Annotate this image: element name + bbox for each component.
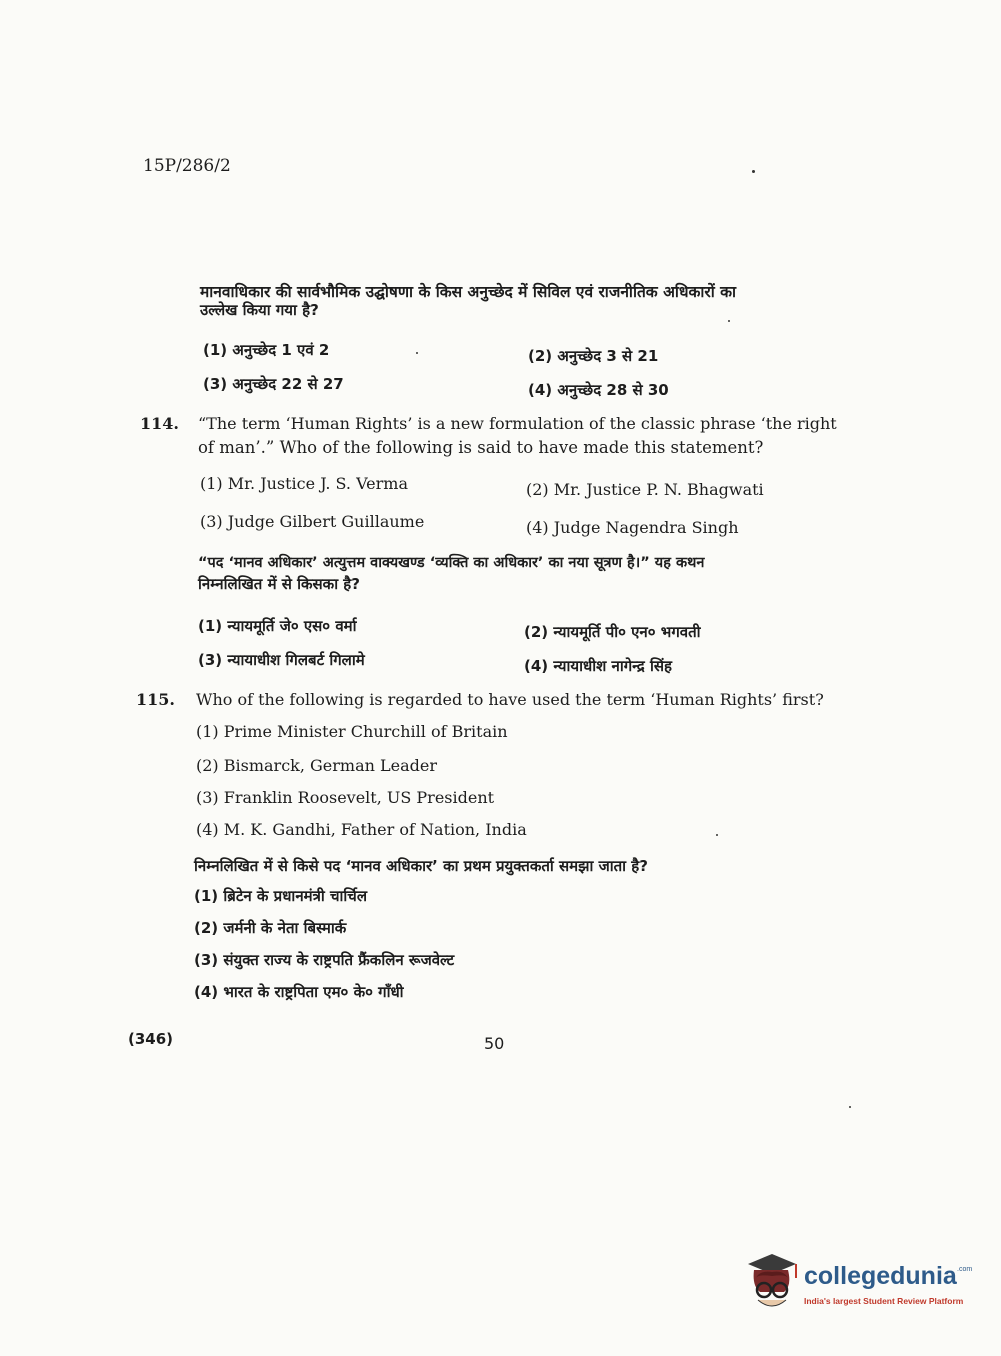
q115-hindi-option-1: (1) ब्रिटेन के प्रधानमंत्री चार्चिल (194, 887, 367, 905)
brand-name: collegedunia (804, 1262, 957, 1290)
scan-speck (752, 170, 755, 173)
q114-hindi-option-3: (3) न्यायाधीश गिलबर्ट गिलामे (198, 651, 365, 669)
collegedunia-watermark (742, 1252, 972, 1316)
q114-hindi-option-4: (4) न्यायाधीश नागेन्द्र सिंह (524, 657, 672, 675)
q114-hindi-question-line1: “पद ‘मानव अधिकार’ अत्युत्तम वाक्यखण्ड ‘व्यक्ति का अधिकार’ का नया सूत्रण है।” यह कथन (198, 555, 705, 571)
brand-suffix: .com (957, 1266, 973, 1273)
q113-hindi-question-line2: उल्लेख किया गया है? (200, 301, 319, 319)
q113-hindi-question-line1: मानवाधिकार की सार्वभौमिक उद्घोषणा के किस अनुच्छेद में सिविल एवं राजनीतिक अधिकारों का (200, 283, 737, 301)
q114-option-4: (4) Judge Nagendra Singh (526, 518, 739, 537)
q114-question-line1: “The term ‘Human Rights’ is a new formulation of the classic phrase ‘the right (198, 414, 837, 433)
q114-hindi-option-1: (1) न्यायमूर्ति जे० एस० वर्मा (198, 617, 357, 635)
scan-speck (728, 320, 730, 322)
q114-option-1: (1) Mr. Justice J. S. Verma (200, 474, 409, 493)
paper-code: 15P/286/2 (143, 156, 231, 176)
q115-option-3: (3) Franklin Roosevelt, US President (196, 788, 495, 807)
student-mascot-icon (742, 1252, 800, 1316)
q115-option-4: (4) M. K. Gandhi, Father of Nation, India (196, 820, 527, 839)
scan-speck (416, 352, 418, 354)
brand-tagline: India's largest Student Review Platform (804, 1296, 964, 1306)
q115-option-1: (1) Prime Minister Churchill of Britain (196, 722, 508, 741)
q113-option-4: (4) अनुच्छेद 28 से 30 (528, 381, 669, 399)
q115-hindi-option-4: (4) भारत के राष्ट्रपिता एम० के० गाँधी (194, 983, 404, 1001)
q114-hindi-option-2: (2) न्यायमूर्ति पी० एन० भगवती (524, 623, 701, 641)
q115-question: Who of the following is regarded to have used the term ‘Human Rights’ first? (196, 690, 824, 709)
scan-speck (716, 834, 718, 836)
q115-hindi-option-2: (2) जर्मनी के नेता बिस्मार्क (194, 919, 347, 937)
q115-hindi-question: निम्नलिखित में से किसे पद ‘मानव अधिकार’ का प्रथम प्रयुक्तकर्ता समझा जाता है? (194, 857, 648, 875)
q114-hindi-question-line2: निम्नलिखित में से किसका है? (198, 575, 360, 593)
scan-speck (849, 1106, 851, 1108)
q114-option-2: (2) Mr. Justice P. N. Bhagwati (526, 480, 764, 499)
q115-number: 115. (136, 690, 175, 709)
q113-option-1: (1) अनुच्छेद 1 एवं 2 (203, 341, 330, 359)
footer-code: (346) (128, 1030, 174, 1048)
q114-number: 114. (140, 414, 179, 433)
q114-question-line2: of man’.” Who of the following is said to have made this statement? (198, 438, 764, 457)
page-number: 50 (484, 1034, 505, 1053)
q113-option-3: (3) अनुच्छेद 22 से 27 (203, 375, 344, 393)
q115-hindi-option-3: (3) संयुक्त राज्य के राष्ट्रपति फ्रैंकलिन रूजवेल्ट (194, 951, 455, 969)
q113-option-2: (2) अनुच्छेद 3 से 21 (528, 347, 659, 365)
q115-option-2: (2) Bismarck, German Leader (196, 756, 438, 775)
q114-option-3: (3) Judge Gilbert Guillaume (200, 512, 425, 531)
